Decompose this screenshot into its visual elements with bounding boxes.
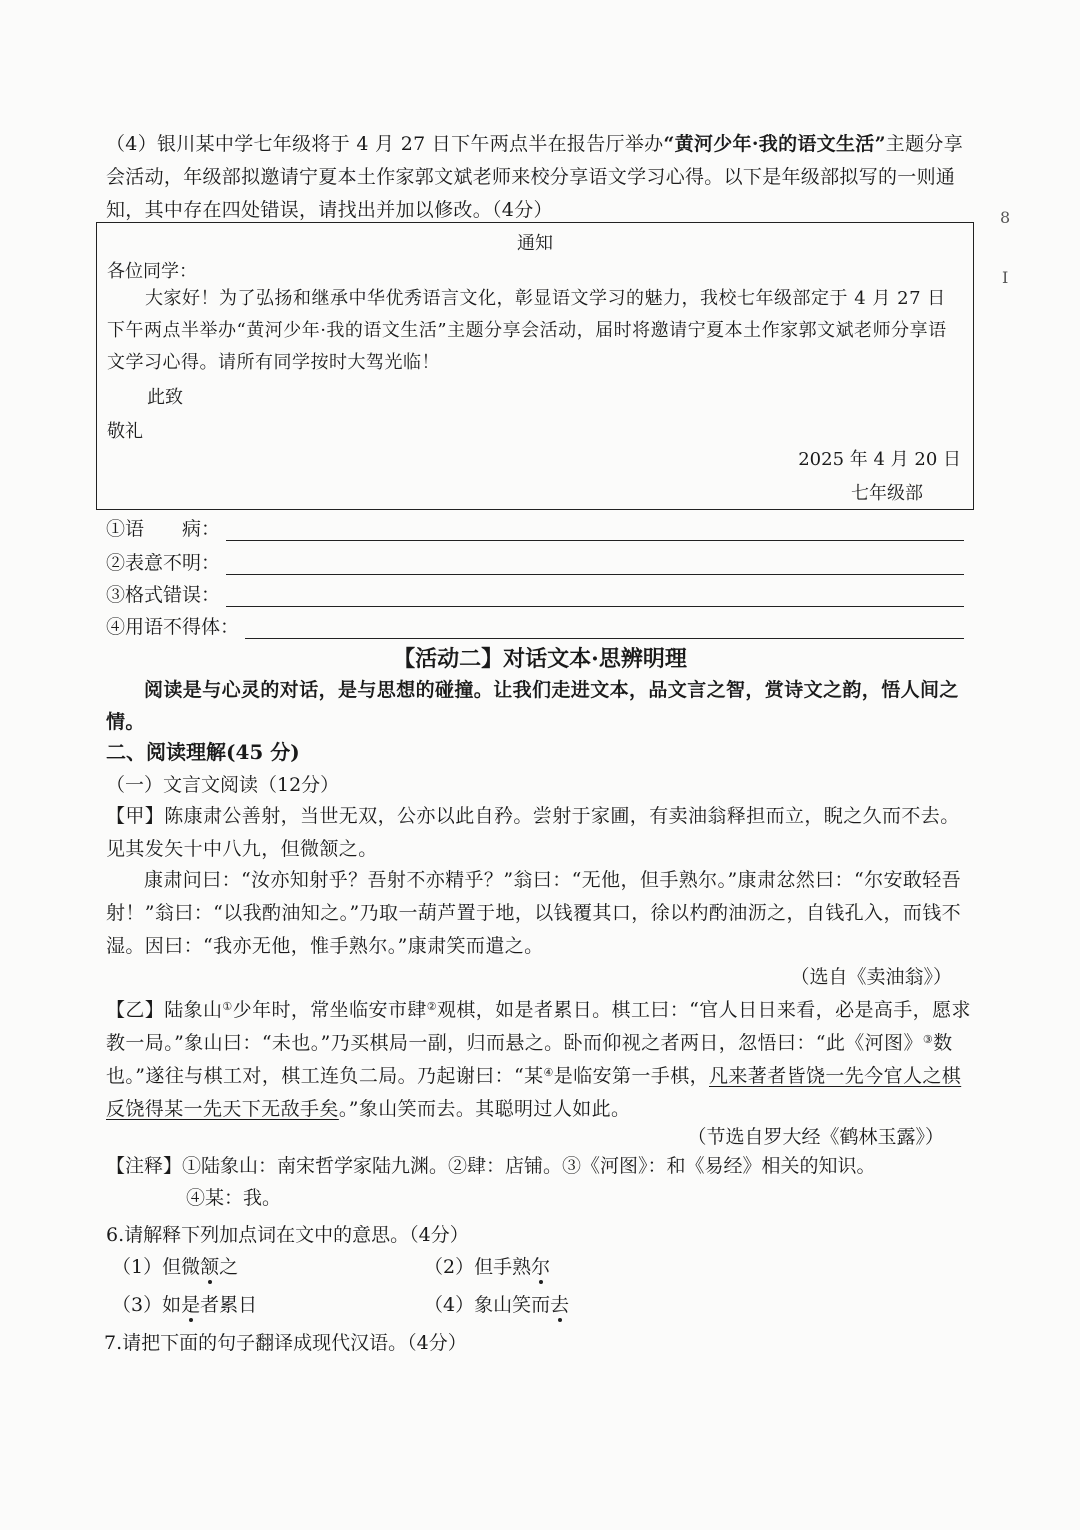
notice-box <box>96 222 974 510</box>
question-6-item-3: （3）如是者累日 <box>112 1294 258 1316</box>
notice-body: 大家好！为了弘扬和继承中华优秀语言文化，彰显语文学习的魅力，我校七年级部定于 4 月 27 日下午两点半举办“黄河少年·我的语文生活”主题分享会活动，届时将邀请宁夏本土作家郭文斌老师分享语文学习心得。请所有同学按时大驾光临！ <box>107 288 947 373</box>
answer-row-2: ②表意不明： <box>106 548 964 575</box>
passage-jia-p2: 康肃问曰：“汝亦知射乎？吾射不亦精乎？”翁曰：“无他，但手熟尔。”康肃忿然曰：“尔安敢轻吾射！”翁曰：“以我酌油知之。”乃取一葫芦置于地，以钱覆其口，徐以杓酌油沥之，自钱孔入，而钱不湿。因曰：“我亦无他，惟手熟尔。”康肃笑而遣之。 <box>106 869 962 957</box>
edge-mark-2: I <box>1002 268 1009 287</box>
notice-salutation: 各位同学： <box>107 261 197 282</box>
answer-row-4: ④用语不得体： <box>106 612 964 639</box>
question-6-item-4: （4）象山笑而去 <box>424 1294 570 1316</box>
notice-date: 2025 年 4 月 20 日 <box>798 449 961 470</box>
theme-title: “黄河少年·我的语文生活” <box>663 133 886 155</box>
question-4-text: （4）银川某中学七年级将于 4 月 27 日下午两点半在报告厅举办“黄河少年·我的语文生活”主题分享会活动，年级部拟邀请宁夏本土作家郭文斌老师来校分享语文学习心得。以下是年级部拟写的一则通知，其中存在四处错误，请找出并加以修改。（4分） <box>106 133 963 221</box>
question-6-item-2: （2）但手熟尔 <box>424 1256 551 1278</box>
passage-jia-source: （选自《卖油翁》） <box>790 966 952 988</box>
notice-dept: 七年级部 <box>851 483 923 504</box>
section-2-title: 二、阅读理解(45 分) <box>106 740 300 764</box>
question-7-title: 7.请把下面的句子翻译成现代汉语。（4分） <box>104 1332 467 1354</box>
answer-blank-1[interactable] <box>226 520 964 541</box>
passage-jia-p1: 【甲】陈康肃公善射，当世无双，公亦以此自矜。尝射于家圃，有卖油翁释担而立，睨之久而不去。见其发矢十中八九，但微颔之。 <box>106 805 960 860</box>
subsection-1-title: （一）文言文阅读（12分） <box>106 774 340 796</box>
activity-2-title: 【活动二】对话文本·思辨明理 <box>393 646 687 672</box>
notice-closing-1: 此致 <box>147 387 183 408</box>
answer-blank-2[interactable] <box>226 554 964 575</box>
annotation-line-2: ④某：我。 <box>186 1187 282 1209</box>
passage-yi: 【乙】陆象山①少年时，常坐临安市肆②观棋，如是者累日。棋工曰：“官人日日来看，必是高手，愿求教一局。”象山曰：“未也。”乃买棋局一副，归而悬之。卧而仰视之者两日，忽悟曰：“此《河图》③数也。”遂往与棋工对，棋工连负二局。乃起谢曰：“某④是临安第一手棋，凡来著者皆饶一先今官人之棋反饶得某一先天下无敌手矣。”象山笑而去。其聪明过人如此。 <box>106 999 971 1120</box>
edge-mark-1: 8 <box>1000 208 1011 227</box>
annotation-line-1: 【注释】①陆象山：南宋哲学家陆九渊。②肆：店铺。③《河图》：和《易经》相关的知识。 <box>106 1155 876 1177</box>
activity-2-intro: 阅读是与心灵的对话，是与思想的碰撞。让我们走进文本，品文言之智，赏诗文之韵，悟人间之情。 <box>106 679 959 733</box>
answer-blank-4[interactable] <box>245 618 964 639</box>
answer-row-1: ①语 病： <box>106 514 964 541</box>
passage-yi-source: （节选自罗大经《鹤林玉露》） <box>687 1126 944 1148</box>
question-6-item-1: （1）但微颔之 <box>112 1256 239 1278</box>
answer-row-3: ③格式错误： <box>106 580 964 607</box>
question-6-title: 6.请解释下列加点词在文中的意思。（4分） <box>106 1224 469 1246</box>
notice-title: 通知 <box>517 233 553 254</box>
underlined-sentence: 凡来著者皆饶一先今官人之棋反饶得某一先天下无敌手矣 <box>106 1065 962 1120</box>
notice-closing-2: 敬礼 <box>107 421 143 442</box>
answer-blank-3[interactable] <box>226 586 964 607</box>
